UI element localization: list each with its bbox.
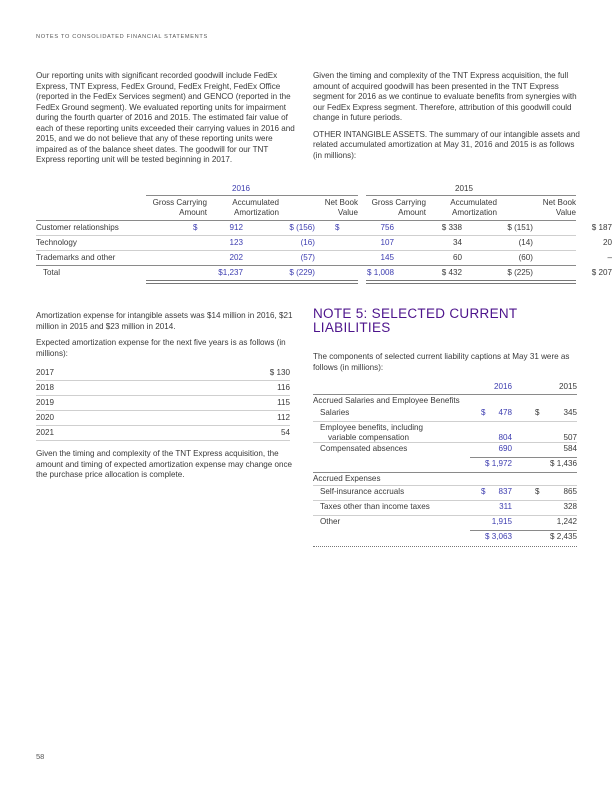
cell-2016: 478 <box>498 408 512 417</box>
table-row <box>36 222 612 235</box>
paragraph: OTHER INTANGIBLE ASSETS. The summary of our intangible assets and related accumulated amortization at May 31, 2016 and 2015 is as follows (in millions): <box>313 129 580 160</box>
year-header-2015: 2015 <box>558 382 577 391</box>
cell-nbv-2015: – <box>607 253 612 262</box>
cell-gross-2015: $ 338 <box>441 223 462 232</box>
divider <box>470 530 577 531</box>
cell-2015: 584 <box>563 444 577 453</box>
paragraph: Our reporting units with significant recorded goodwill include FedEx Express, TNT Express, FedEx Ground, FedEx Freight, FedEx Office (reported in the FedEx Services segment) and GENCO (reported in the FedEx Ground segment). We evaluated reporting units for impairment during the fourth quarter of 2016 and 2015. The estimated fair value of each of these reporting units exceeded their carrying values in 2016 and 2015, and we do not believe that any of these reporting units were impaired as of the balance sheet dates. The goodwill for our TNT Express reporting unit will be tested beginning in 2017. <box>36 71 295 165</box>
amount-cell: $ 130 <box>269 368 290 377</box>
cell-accum-2015: $ (151) <box>507 223 533 232</box>
year-cell: 2021 <box>36 428 55 437</box>
double-underline <box>366 280 576 284</box>
note-5-title: NOTE 5: SELECTED CURRENT LIABILITIES <box>313 306 518 336</box>
cell-gross-2016: $1,237 <box>218 268 243 277</box>
divider <box>313 500 577 501</box>
divider <box>313 472 577 473</box>
divider <box>313 515 577 516</box>
col-header-accum-2015: Accumulated Amortization <box>450 198 497 218</box>
year-header-2015: 2015 <box>455 184 474 193</box>
cell-accum-2016: (16) <box>300 238 315 247</box>
cell-2015: 1,242 <box>556 517 577 526</box>
amount-cell: 115 <box>277 398 290 407</box>
dotted-rule <box>313 546 577 547</box>
table-row-total <box>36 267 612 280</box>
row-label-continued: variable compensation <box>328 433 409 442</box>
cell-nbv-2016: 756 <box>380 223 394 232</box>
cell-2016: $ 3,063 <box>484 532 512 541</box>
divider <box>36 220 576 221</box>
cell-nbv-2015: $ 187 <box>591 223 612 232</box>
cell-gross-2016: 202 <box>229 253 243 262</box>
divider <box>366 195 576 196</box>
cell-2016: 1,915 <box>491 517 512 526</box>
cell-2016: 311 <box>499 502 512 511</box>
currency-symbol: $ <box>481 487 486 496</box>
cell-2016: 804 <box>498 433 512 442</box>
cell-accum-2016: (57) <box>300 253 315 262</box>
cell-accum-2016: $ (229) <box>289 268 315 277</box>
table-row <box>36 427 290 440</box>
divider <box>313 442 577 443</box>
cell-accum-2015: (14) <box>518 238 533 247</box>
divider <box>36 410 290 411</box>
note-5-intro <box>313 352 581 379</box>
divider <box>36 425 290 426</box>
year-header-2016: 2016 <box>493 382 512 391</box>
divider <box>313 421 577 422</box>
cell-gross-2016: 123 <box>229 238 243 247</box>
paragraph: Expected amortization expense for the next five years is as follows (in millions): <box>36 338 286 358</box>
row-label: Other <box>320 517 341 526</box>
section-label: Accrued Salaries and Employee Benefits <box>313 396 460 405</box>
amount-cell: 116 <box>277 383 290 392</box>
row-label: Technology <box>36 238 77 247</box>
table-row <box>36 367 290 380</box>
goodwill-attribution-text <box>313 71 581 167</box>
year-header-2016: 2016 <box>232 184 251 193</box>
divider <box>36 380 290 381</box>
year-cell: 2019 <box>36 398 55 407</box>
table-row <box>36 397 290 410</box>
cell-nbv-2016: $ 1,008 <box>366 268 394 277</box>
divider <box>146 195 358 196</box>
cell-accum-2016: $ (156) <box>289 223 315 232</box>
cell-accum-2015: (60) <box>518 253 533 262</box>
table-row <box>36 237 612 250</box>
divider <box>36 235 576 236</box>
divider <box>313 394 577 395</box>
cell-accum-2015: $ (225) <box>507 268 533 277</box>
col-header-gross-2015: Gross Carrying Amount <box>371 198 426 218</box>
cell-gross-2015: $ 432 <box>441 268 462 277</box>
cell-gross-2015: 34 <box>452 238 462 247</box>
paragraph: Given the timing and complexity of the TNT Express acquisition, the amount and timing of expected amortization expense may change once the purchase price allocation is complete. <box>36 449 293 480</box>
paragraph: The components of selected current liability captions at May 31 were as follows (in millions): <box>313 352 570 372</box>
cell-nbv-2016: 145 <box>380 253 394 262</box>
row-label: Self-insurance accruals <box>320 487 405 496</box>
year-cell: 2020 <box>36 413 55 422</box>
col-header-nbv-2016: Net Book Value <box>324 198 358 218</box>
cell-nbv-2016: 107 <box>380 238 394 247</box>
cell-2015: $ 2,435 <box>549 532 577 541</box>
currency-symbol: $ <box>335 223 340 232</box>
row-label: Employee benefits, including <box>320 423 424 432</box>
cell-2016: $ 1,972 <box>484 459 512 468</box>
divider <box>36 395 290 396</box>
divider <box>36 250 576 251</box>
row-label: Compensated absences <box>320 444 408 453</box>
currency-symbol: $ <box>535 408 540 417</box>
col-header-accum-2016: Accumulated Amortization <box>232 198 279 218</box>
amount-cell: 112 <box>277 413 290 422</box>
year-cell: 2018 <box>36 383 55 392</box>
paragraph: Given the timing and complexity of the TNT Express acquisition, the full amount of acquired goodwill has been presented in the TNT Express segment for 2016 as we continue to evaluate benefits from synergies with our FedEx Express segment. Therefore, attribution of this goodwill could change in future periods. <box>313 71 577 123</box>
row-label: Customer relationships <box>36 223 119 232</box>
page-number: 58 <box>36 752 45 761</box>
col-header-nbv-2015: Net Book Value <box>542 198 576 218</box>
cell-2015: 865 <box>563 487 577 496</box>
cell-gross-2016: 912 <box>229 223 243 232</box>
section-label: Accrued Expenses <box>313 474 381 483</box>
cell-2015: $ 1,436 <box>549 459 577 468</box>
table-row <box>36 412 290 425</box>
paragraph: Amortization expense for intangible assets was $14 million in 2016, $21 million in 2015 and $23 million in 2014. <box>36 311 293 331</box>
page-header: NOTES TO CONSOLIDATED FINANCIAL STATEMENTS <box>36 34 208 40</box>
divider <box>470 457 577 458</box>
cell-gross-2015: 60 <box>452 253 462 262</box>
goodwill-reporting-units-text <box>36 71 298 172</box>
double-underline <box>146 280 358 284</box>
currency-symbol: $ <box>535 487 540 496</box>
amount-cell: 54 <box>280 428 290 437</box>
amortization-text <box>36 311 294 365</box>
table-row <box>36 252 612 265</box>
cell-2016: 690 <box>498 444 512 453</box>
divider <box>36 265 576 266</box>
row-label: Taxes other than income taxes <box>320 502 430 511</box>
divider <box>313 485 577 486</box>
row-label: Total <box>43 268 61 277</box>
cell-2015: 507 <box>563 433 577 442</box>
divider <box>36 440 290 441</box>
year-cell: 2017 <box>36 368 55 377</box>
amortization-note-text <box>36 449 294 487</box>
table-row <box>36 382 290 395</box>
cell-2016: 837 <box>498 487 512 496</box>
currency-symbol: $ <box>481 408 486 417</box>
cell-nbv-2015: $ 207 <box>591 268 612 277</box>
cell-2015: 345 <box>563 408 577 417</box>
cell-2015: 328 <box>563 502 577 511</box>
row-label: Trademarks and other <box>36 253 116 262</box>
col-header-gross-2016: Gross Carrying Amount <box>152 198 207 218</box>
row-label: Salaries <box>320 408 350 417</box>
currency-symbol: $ <box>193 223 198 232</box>
cell-nbv-2015: 20 <box>602 238 612 247</box>
